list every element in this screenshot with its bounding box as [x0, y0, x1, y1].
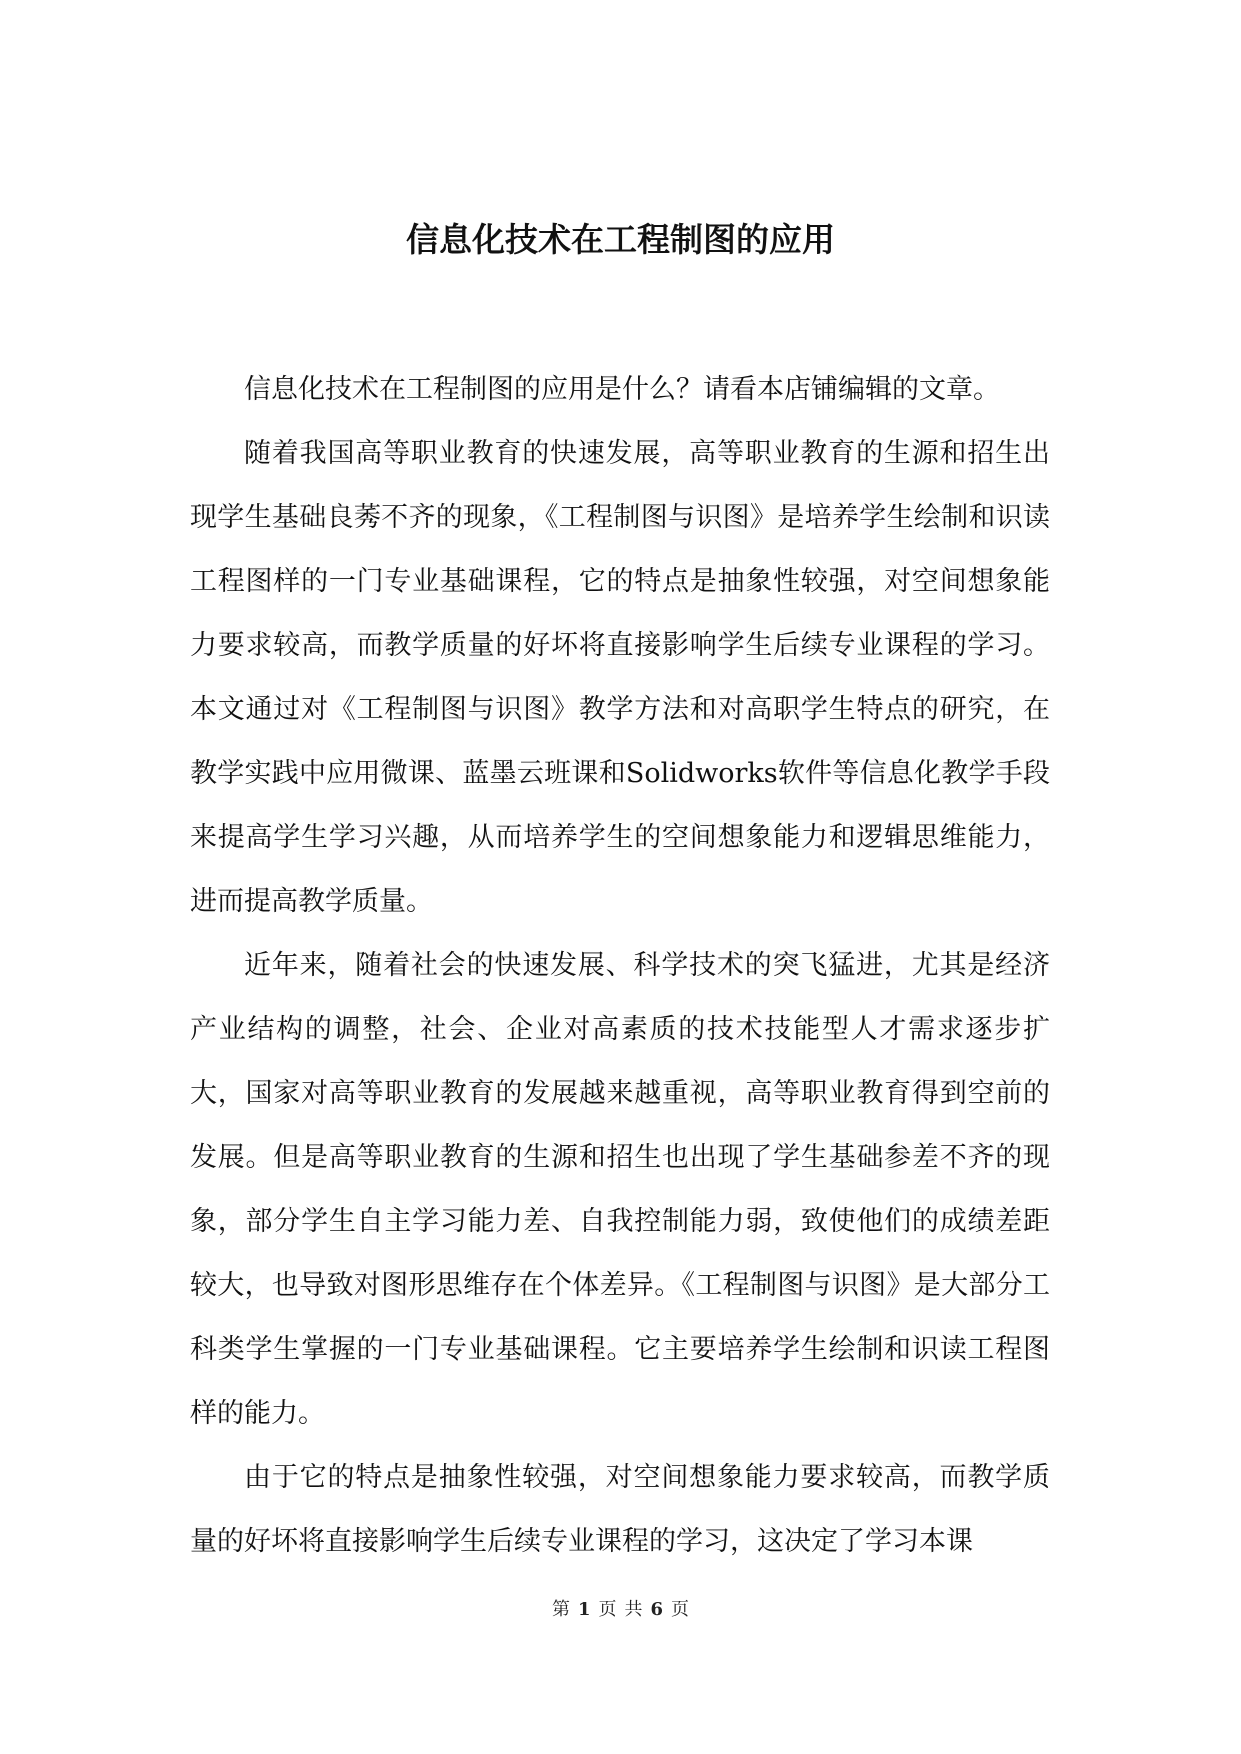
footer-prefix: 第 — [551, 1599, 570, 1620]
footer-suffix: 页 — [671, 1599, 690, 1620]
document-title: 信息化技术在工程制图的应用 — [406, 220, 835, 259]
footer-page-word: 页 — [598, 1599, 617, 1620]
current-page-number: 1 — [577, 1599, 591, 1620]
paragraph: 随着我国高等职业教育的快速发展，高等职业教育的生源和招生出现学生基础良莠不齐的现象，《工程制图与识图》是培养学生绘制和识读工程图样的一门专业基础课程，它的特点是抽象性较强，对空间想象能力要求较高，而教学质量的好坏将直接影响学生后续专业课程的学习。本文通过对《工程制图与识图》教学方法和对高职学生特点的研究，在教学实践中应用微课、蓝墨云班课和Solidworks软件等信息化教学手段来提高学生学习兴趣，从而培养学生的空间想象能力和逻辑思维能力，进而提高教学质量。 — [190, 438, 1050, 917]
paragraph: 由于它的特点是抽象性较强，对空间想象能力要求较高，而教学质量的好坏将直接影响学生后续专业课程的学习，这决定了学习本课 — [190, 1462, 1050, 1557]
footer-total-word: 共 — [624, 1599, 643, 1620]
document-body — [190, 358, 1050, 1574]
page-footer — [0, 1598, 1241, 1622]
paragraph: 近年来，随着社会的快速发展、科学技术的突飞猛进，尤其是经济产业结构的调整，社会、企业对高素质的技术技能型人才需求逐步扩大，国家对高等职业教育的发展越来越重视，高等职业教育得到空前的发展。但是高等职业教育的生源和招生也出现了学生基础参差不齐的现象，部分学生自主学习能力差、自我控制能力弱，致使他们的成绩差距较大，也导致对图形思维存在个体差异。《工程制图与识图》是大部分工科类学生掌握的一门专业基础课程。它主要培养学生绘制和识读工程图样的能力。 — [190, 950, 1050, 1429]
paragraph: 信息化技术在工程制图的应用是什么？请看本店铺编辑的文章。 — [244, 374, 1000, 405]
total-pages-number: 6 — [650, 1599, 664, 1620]
